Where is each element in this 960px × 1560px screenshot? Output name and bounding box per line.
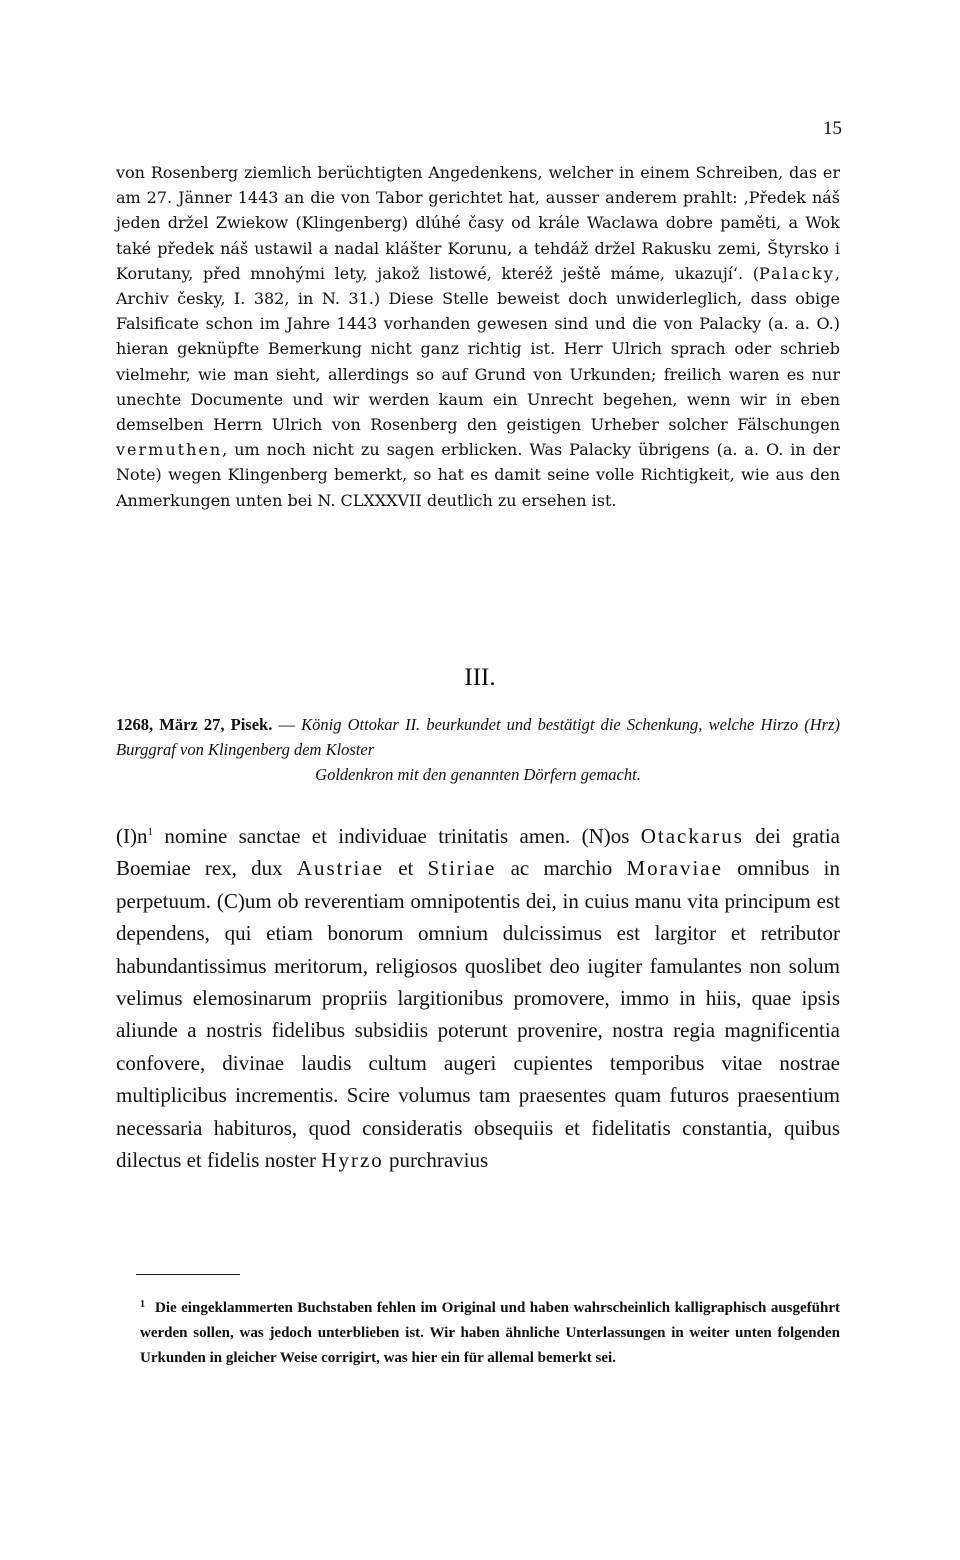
regest-dash: —	[272, 715, 302, 734]
charter-text-1: nomine sanctae et individuae trinitatis amen. (N)os	[152, 824, 641, 848]
spaced-moraviae: Moraviae	[626, 856, 723, 881]
charter-text-5: omnibus in perpetuum. (C)um ob reverentiam omnipotentis dei, in cuius manu vita principum est dependens, qui etiam bonorum omnium dulcissimus est largitor et retributor habundantissimus meritorum, religiosos quoslibet deo iugiter famulantes non solum velimus elemosinarum propriis largitionibus promovere, immo in hiis, quae ipsis aliunde a nostris fidelibus subsidiis poterunt provenire, nostra regia magnificentia confovere, divinae laudis cultum augeri cupientes temporibus vitae nostrae multiplicibus incrementis. Scire volumus tam praesentes quam futuros praesentium necessaria habituros, quod consideratis obsequiis et fidelitatis constantia, quibus dilectus et fidelis noster	[116, 856, 841, 1173]
charter-text	[116, 816, 840, 1176]
commentary-text-2: , Archiv česky, I. 382, in N. 31.) Diese Stelle beweist doch unwiderleglich, dass obige Falsificate schon im Jahre 1443 vorhanden gewesen sind und die von Palacky (a. a. O.) hieran geknüpfte Bemerkung nicht ganz richtig ist. Herr Ulrich sprach oder schrieb vielmehr, wie man sieht, allerdings so auf Grund von Urkunden; freilich waren es nur unechte Documente und wir werden kaum ein Unrecht begehen, wenn wir in eben demselben Herrn Ulrich von Rosenberg den geistigen Urheber solcher Fälschungen	[116, 263, 840, 435]
spaced-emphasis-word: vermuthen	[116, 440, 223, 460]
continued-commentary	[116, 160, 840, 513]
regest-summary: König Ottokar II. beurkundet und bestätigt die Schenkung, welche Hirzo (Hrz) Burggraf von Klingenberg dem Kloster	[116, 715, 840, 759]
spaced-stiriae: Stiriae	[427, 856, 497, 881]
footnote-marker: 1	[140, 1299, 145, 1310]
commentary-text-3: , um noch nicht zu sagen erblicken. Was Palacky übrigens (a. a. O. in der Note) wegen Klingenberg bemerkt, so hat es damit seine volle Richtigkeit, wie aus den Anmerkungen unten bei N. CLXXXVII deutlich zu ersehen ist.	[116, 440, 840, 510]
charter-paragraph	[116, 816, 840, 1176]
charter-text-3: et	[383, 856, 428, 881]
regest	[116, 712, 840, 787]
regest-summary-last-line: Goldenkron mit den genannten Dörfern gemacht.	[315, 765, 641, 784]
spaced-king-name: Otackarus	[640, 824, 744, 848]
commentary-paragraph	[116, 160, 840, 513]
page-number: 15	[823, 118, 842, 139]
footnote-reference: 1	[147, 826, 153, 838]
footnote-divider	[136, 1274, 240, 1275]
commentary-text-1: von Rosenberg ziemlich berüchtigten Angedenkens, welcher in einem Schreiben, das er am 27. Jänner 1443 an die von Tabor gerichtet hat, ausser anderem prahlt: ‚Předek náš jeden držel Zwiekow (Klingenberg) dlúhé časy od krále Waclawa dobre paměti, a Wok také předek náš ustawil a nadal klášter Korunu, a tehdáž držel Rakusku zemi, Štyrsko i Korutany, před mnohými lety, jakož listowé, kteréž ještě máme, ukazují‘. (	[116, 163, 840, 283]
charter-text-4: ac marchio	[496, 856, 627, 881]
charter-text-6: purchravius	[383, 1148, 489, 1173]
charter-opening: (I)n	[116, 824, 148, 848]
document-number-heading: III.	[464, 664, 496, 691]
spaced-austria: Austriae	[296, 856, 384, 881]
spaced-hyrzo: Hyrzo	[321, 1148, 384, 1173]
regest-date-place: 1268, März 27, Pisek.	[116, 715, 273, 734]
spaced-author-name: Palacky	[758, 263, 835, 283]
regest-paragraph	[116, 712, 840, 762]
charter-text-2: dei gratia Boemiae rex, dux	[116, 824, 840, 881]
footnote	[140, 1292, 840, 1371]
footnote-text: Die eingeklammerten Buchstaben fehlen im Original und haben wahrscheinlich kalligraphisch ausgeführt werden sollen, was jedoch unterblieben ist. Wir haben ähnliche Unterlassungen in weiter unten folgenden Urkunden in gleicher Weise corrigirt, was hier ein für allemal bemerkt sei.	[140, 1300, 840, 1366]
footnote-paragraph	[140, 1292, 840, 1371]
